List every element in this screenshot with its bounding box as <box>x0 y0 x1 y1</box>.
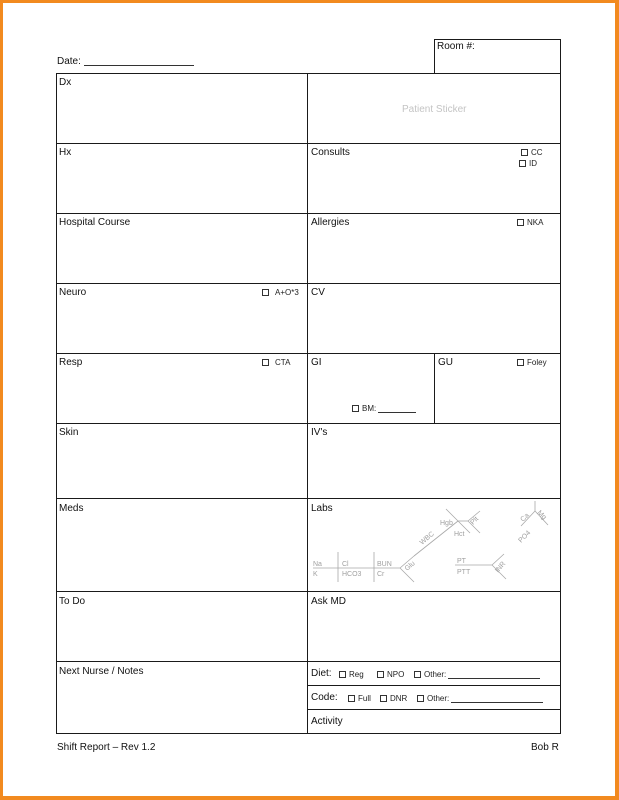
svg-text:Plt: Plt <box>469 515 481 527</box>
checkbox-icon <box>519 160 526 167</box>
svg-text:HCO3: HCO3 <box>342 571 362 578</box>
checkbox-icon <box>339 671 346 678</box>
ask-md-label: Ask MD <box>311 596 346 607</box>
dx-label: Dx <box>59 77 72 88</box>
checkbox-icon <box>517 359 524 366</box>
date-blank <box>84 65 194 66</box>
dx-box[interactable] <box>56 73 309 144</box>
labs-skeleton-diagram <box>308 499 560 591</box>
diet-reg-checkbox[interactable]: Reg <box>339 670 364 679</box>
ivs-label: IV's <box>311 427 328 438</box>
diet-npo-checkbox[interactable]: NPO <box>377 670 404 679</box>
labs-label: Labs <box>311 503 333 514</box>
svg-text:PO4: PO4 <box>517 529 533 545</box>
svg-text:PT: PT <box>457 558 466 565</box>
code-full-checkbox[interactable]: Full <box>348 694 371 703</box>
svg-text:BUN: BUN <box>377 561 392 568</box>
cv-box[interactable] <box>307 283 561 354</box>
checkbox-icon <box>348 695 355 702</box>
checkbox-icon <box>414 671 421 678</box>
resp-box[interactable] <box>56 353 309 424</box>
svg-text:Mg: Mg <box>535 509 548 522</box>
neuro-box[interactable] <box>56 283 309 354</box>
date-field[interactable] <box>57 56 194 67</box>
activity-label: Activity <box>311 716 343 727</box>
meds-label: Meds <box>59 503 84 514</box>
footer-revision: Shift Report – Rev 1.2 <box>57 742 156 753</box>
foley-checkbox[interactable]: Foley <box>517 358 547 367</box>
code-other-blank <box>451 702 543 703</box>
skin-box[interactable] <box>56 423 309 499</box>
diet-label: Diet: <box>311 668 332 679</box>
allergies-box[interactable] <box>307 213 561 284</box>
code-dnr-checkbox[interactable]: DNR <box>380 694 407 703</box>
checkbox-icon <box>352 405 359 412</box>
code-row[interactable] <box>307 685 561 710</box>
labs-box[interactable] <box>307 498 561 592</box>
skin-label: Skin <box>59 427 79 438</box>
checkbox-icon <box>262 289 269 296</box>
room-label: Room #: <box>437 41 475 52</box>
svg-text:Cl: Cl <box>342 561 349 568</box>
svg-text:Ca: Ca <box>519 512 531 524</box>
hospital-course-label: Hospital Course <box>59 217 131 228</box>
svg-text:Na: Na <box>313 561 322 568</box>
diet-other-checkbox[interactable]: Other: <box>414 670 540 679</box>
bm-blank <box>378 412 416 413</box>
consults-id-checkbox[interactable]: ID <box>519 159 537 168</box>
checkbox-icon <box>417 695 424 702</box>
cta-checkbox[interactable]: CTA <box>262 358 290 367</box>
consults-box[interactable] <box>307 143 561 214</box>
gi-box[interactable] <box>307 353 436 424</box>
svg-text:Cr: Cr <box>377 571 385 578</box>
footer-author: Bob R <box>531 742 559 753</box>
svg-text:Hct: Hct <box>454 531 465 538</box>
svg-text:Hgb: Hgb <box>440 520 453 527</box>
svg-text:INR: INR <box>494 560 508 575</box>
bm-field[interactable]: BM: <box>352 404 416 413</box>
patient-sticker-box[interactable] <box>307 73 561 144</box>
todo-box[interactable] <box>56 591 309 662</box>
allergies-label: Allergies <box>311 217 350 228</box>
nka-checkbox[interactable]: NKA <box>517 218 543 227</box>
svg-text:Glu: Glu <box>403 560 417 573</box>
consults-label: Consults <box>311 147 350 158</box>
ask-md-box[interactable] <box>307 591 561 662</box>
resp-label: Resp <box>59 357 83 368</box>
activity-row[interactable] <box>307 709 561 734</box>
diet-row[interactable] <box>307 661 561 686</box>
svg-text:PTT: PTT <box>457 569 471 576</box>
next-nurse-box[interactable] <box>56 661 309 734</box>
gu-label: GU <box>438 357 453 368</box>
room-box[interactable] <box>434 39 561 75</box>
hx-label: Hx <box>59 147 72 158</box>
meds-box[interactable] <box>56 498 309 592</box>
next-nurse-label: Next Nurse / Notes <box>59 666 144 677</box>
checkbox-icon <box>380 695 387 702</box>
gu-box[interactable] <box>434 353 561 424</box>
ivs-box[interactable] <box>307 423 561 499</box>
checkbox-icon <box>262 359 269 366</box>
todo-label: To Do <box>59 596 86 607</box>
neuro-label: Neuro <box>59 287 87 298</box>
date-label: Date: <box>57 56 81 67</box>
a-o-3-checkbox[interactable]: A+O*3 <box>262 288 299 297</box>
svg-text:WBC: WBC <box>418 530 436 547</box>
code-other-checkbox[interactable]: Other: <box>417 694 543 703</box>
hx-box[interactable] <box>56 143 309 214</box>
code-label: Code: <box>311 692 338 703</box>
checkbox-icon <box>521 149 528 156</box>
checkbox-icon <box>377 671 384 678</box>
cv-label: CV <box>311 287 325 298</box>
patient-sticker-label: Patient Sticker <box>402 104 467 115</box>
gi-label: GI <box>311 357 322 368</box>
diet-other-blank <box>448 678 540 679</box>
consults-cc-checkbox[interactable]: CC <box>521 148 543 157</box>
hospital-course-box[interactable] <box>56 213 309 284</box>
svg-text:K: K <box>313 571 318 578</box>
checkbox-icon <box>517 219 524 226</box>
